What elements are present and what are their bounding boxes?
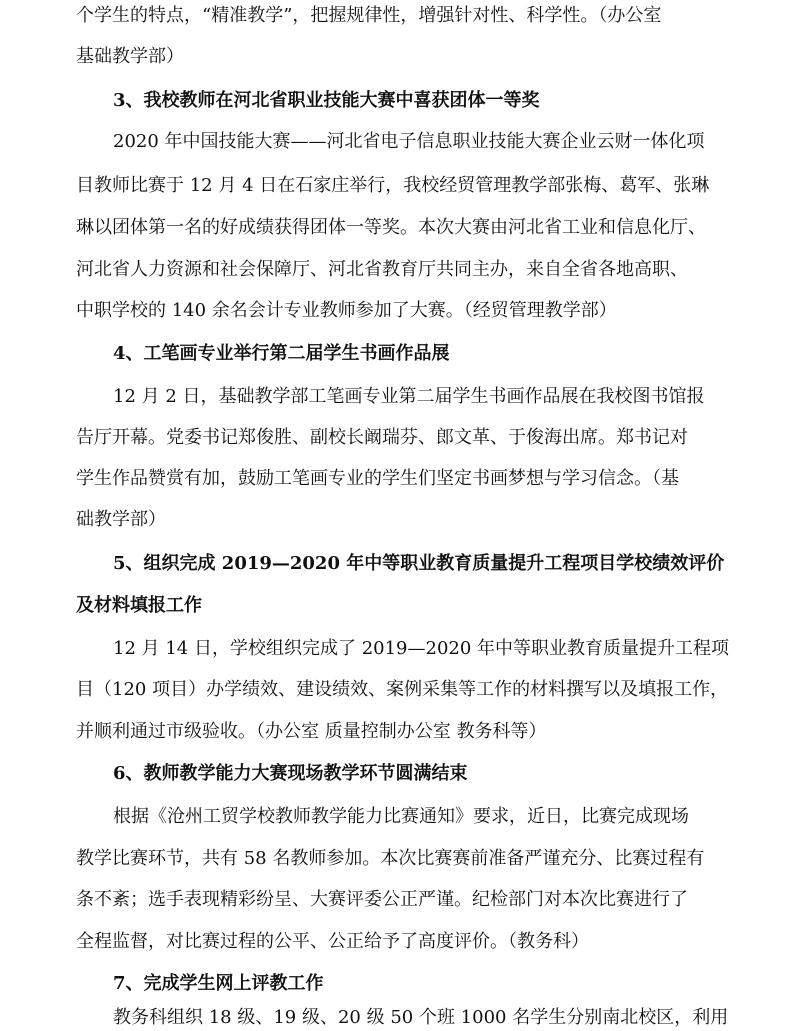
intro-line: 个学生的特点，“精准教学”，把握规律性，增强针对性、科学性。（办公室 [76,5,662,26]
section-body-line: 目教师比赛于 12 月 4 日在石家庄举行，我校经贸管理教学部张梅、葛军、张琳 [76,175,710,196]
section-body-line: 教务科组织 18 级、19 级、20 级 50 个班 1000 名学生分别南北校区，利用 [113,1007,729,1028]
section-body-line: 条不紊；选手表现精彩纷呈、大赛评委公正严谨。纪检部门对本次比赛进行了 [76,889,688,910]
section-body-line: 告厅开幕。党委书记郑俊胜、副校长阚瑞芬、郎文革、于俊海出席。郑书记对 [76,427,688,448]
section-body-line: 琳以团体第一名的好成绩获得团体一等奖。本次大赛由河北省工业和信息化厅、 [76,217,706,238]
section-body-line: 教学比赛环节，共有 58 名教师参加。本次比赛赛前准备严谨充分、比赛过程有 [76,848,705,869]
section-body-line: 学生作品赞赏有加，鼓励工笔画专业的学生们坚定书画梦想与学习信念。（基 [76,468,679,489]
section-heading: 3、我校教师在河北省职业技能大赛中喜获团体一等奖 [113,90,540,111]
section-body-line: 12 月 2 日，基础教学部工笔画专业第二届学生书画作品展在我校图书馆报 [113,386,705,407]
section-heading: 7、完成学生网上评教工作 [113,973,324,994]
intro-line: 基础教学部） [76,46,184,67]
section-heading: 6、教师教学能力大赛现场教学环节圆满结束 [113,763,468,784]
section-body-line: 中职学校的 140 余名会计专业教师参加了大赛。（经贸管理教学部） [76,300,617,321]
section-body-line: 根据《沧州工贸学校教师教学能力比赛通知》要求，近日，比赛完成现场 [113,806,689,827]
section-heading: 4、工笔画专业举行第二届学生书画作品展 [113,343,450,364]
section-body-line: 全程监督，对比赛过程的公平、公正给予了高度评价。（教务科） [76,931,589,952]
section-body-line: 目（120 项目）办学绩效、建设绩效、案例采集等工作的材料撰写以及填报工作， [76,679,729,700]
section-body-line: 础教学部） [76,509,166,530]
section-heading: 5、组织完成 2019—2020 年中等职业教育质量提升工程项目学校绩效评价 [113,553,725,574]
section-body-line: 12 月 14 日，学校组织完成了 2019—2020 年中等职业教育质量提升工程项 [113,638,730,659]
section-heading: 及材料填报工作 [76,595,202,616]
section-body-line: 并顺利通过市级验收。（办公室 质量控制办公室 教务科等） [76,721,547,742]
section-body-line: 河北省人力资源和社会保障厅、河北省教育厅共同主办，来自全省各地高职、 [76,259,688,280]
section-body-line: 2020 年中国技能大赛——河北省电子信息职业技能大赛企业云财一体化项 [113,131,705,152]
